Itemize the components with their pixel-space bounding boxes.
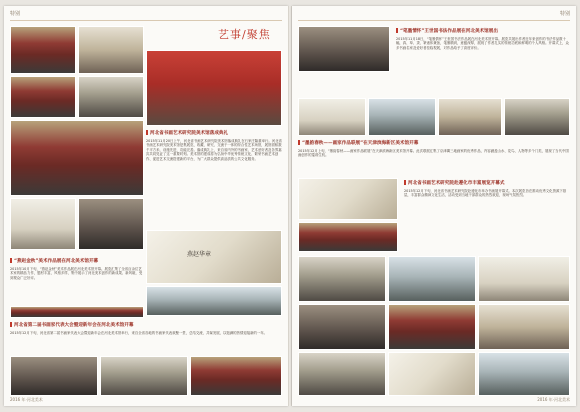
- photo-event-6: [478, 304, 570, 350]
- photo-gallery-1: [298, 98, 366, 136]
- left-footer: 2016 年·河北美术: [10, 397, 43, 402]
- article2-body: 2015年10月下旬，“燕赵金秋”美术作品展在河北美术馆开幕。展览汇集了全省百余位艺术家的精品力作，题材丰富，风格多样，集中展示了河北美术创作的新成果、新风貌，受到观众广泛好评。: [10, 267, 143, 280]
- left-header-tag: 特别: [10, 11, 21, 17]
- photo-event-3: [478, 256, 570, 302]
- article3-body: 2015年12月下旬，河北省第二届书画家代表大会暨迎新年会在河北美术馆举行，来自全省各地的书画家代表欢聚一堂，总结交流，共谋发展，以饱满的热情迎接新的一年。: [10, 331, 268, 335]
- photo-meeting-1: [10, 356, 98, 396]
- headline-marker: [146, 130, 148, 135]
- photo-event-2: [388, 256, 476, 302]
- right-header-tag: 特别: [559, 11, 570, 17]
- article3-headline: 河北省第二届书画家代表大会暨迎新年会在河北美术馆开幕: [14, 323, 134, 328]
- photo-visitors: [78, 198, 144, 250]
- photo-event-7: [298, 352, 386, 396]
- headline-marker: [298, 140, 300, 145]
- article1-body: 2015年11月20日上午，河北省书画艺术研究院美术馆落成典礼在石家庄隆重举行。河北省书画艺术研究院美术馆是集展览、收藏、研究、交流于一体的综合性艺术场馆，展馆面积数千平方米，设施先进，功能完善。落成典礼上，来自省内外的书画家、艺术爱好者及各界嘉宾共同见证了这一重要时刻。美术馆的建成将为弘扬中华优秀传统文化、繁荣书画艺术创作、促进艺术交流搭建新的平台，为广大群众提供高品质的公共文化服务。: [146, 139, 282, 161]
- article1-body: 2015年11月18日，“笔墨情怀”王世国书法作品展在河北美术馆开幕。展览共展出作者近年来创作的书法作品数十幅，真、草、隶、篆诸体兼备，笔墨精到，意蕴深厚，展现了作者扎实的传统功底和鲜明的个人风格。开幕式上，众多书画名家及爱好者莅临观展，对作品给予了高度评价。: [396, 37, 569, 50]
- photo-event-8: [388, 352, 476, 396]
- headline-marker: [10, 322, 12, 327]
- photo-opening-stage: [10, 76, 76, 118]
- photo-opening-crowd: [298, 222, 398, 252]
- photo-scroll-painting: [146, 230, 282, 284]
- photo-ceremony-ribbon: [10, 26, 76, 74]
- photo-event-1: [298, 256, 386, 302]
- header-rule: [298, 20, 570, 21]
- photo-gallery-3: [438, 98, 502, 136]
- photo-stage-strip: [10, 306, 144, 318]
- headline-marker: [396, 28, 398, 33]
- right-footer: 2016 年·河北美术: [537, 397, 570, 402]
- article2-headline: “燕赵金秋”美术作品展在河北美术馆开幕: [14, 259, 99, 264]
- photo-gallery-4: [504, 98, 570, 136]
- photo-painting-wall: [298, 178, 398, 220]
- right-page: [292, 6, 576, 406]
- article1-headline: 河北省书画艺术研究院美术馆落成典礼: [150, 131, 229, 136]
- photo-exhibition-hall: [78, 26, 144, 74]
- article3-body: 2015年12月下旬，河北省书画艺术研究院赴遵化市举办书画展开幕式。本次展览旨在推动优秀文化资源下基层，丰富群众精神文化生活，活动受到当地干部群众的热烈欢迎，现场气氛热烈。: [404, 189, 567, 198]
- article3-headline: 河北省书画艺术研究院赴遵化市丰富展览开幕式: [408, 181, 505, 186]
- headline-marker: [404, 180, 406, 185]
- headline-marker: [10, 258, 12, 263]
- article1-headline: “笔墨情怀”王世国书法作品展在河北美术馆展出: [400, 29, 498, 34]
- photo-meeting-3: [190, 356, 282, 396]
- photo-group-meeting: [146, 286, 282, 316]
- section-title: 艺事/聚焦: [218, 28, 271, 41]
- photo-main-ceremony: [146, 50, 282, 126]
- left-page: [4, 6, 288, 406]
- photo-calligraphy-event: [298, 26, 390, 72]
- photo-event-4: [298, 304, 386, 350]
- photo-meeting-2: [100, 356, 188, 396]
- photo-artwork-viewing: [10, 198, 76, 250]
- article2-body: 2015年12月上旬，“墨韵春秋——画家作品联展”在天津滨海新区美术馆开幕。此次联展汇集了京津冀三地画家的优秀作品，内容涵盖山水、花鸟、人物等多个门类，展现了当代中国画创作的蓬勃生机。: [298, 149, 569, 158]
- photo-event-9: [478, 352, 570, 396]
- photo-event-5: [388, 304, 476, 350]
- article2-headline: “墨韵春秋——画家作品联展”在天津滨海新区美术馆开幕: [302, 141, 419, 146]
- photo-gallery-2: [368, 98, 436, 136]
- painting-title-text: 燕赵华章: [187, 251, 212, 258]
- header-rule: [10, 20, 282, 21]
- photo-cutting-ceremony: [10, 120, 144, 196]
- photo-guests: [78, 76, 144, 118]
